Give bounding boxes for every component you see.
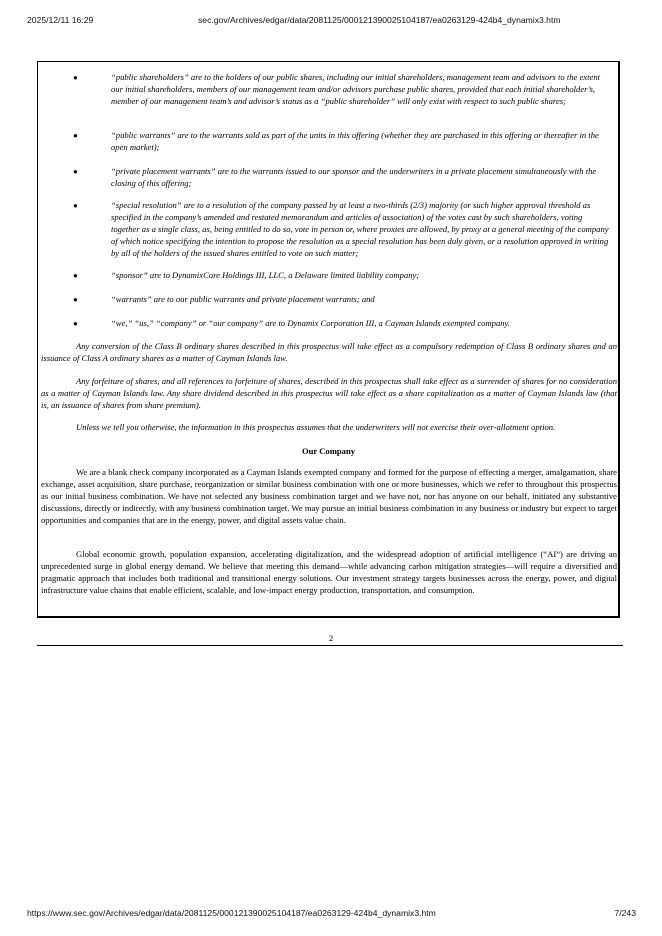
definition-bullet [73, 200, 613, 260]
bullet-text: “public shareholders” are to the holders of our public shares, including our initial shareholders, management team and advisors to the extent our initial shareholders, members of our management team and/or advisors purchase public shares, provided that each initial shareholder’s, member of our management team’s and advisor’s status as a “public shareholder” will only exist with respect to such public shares; [111, 72, 601, 106]
bullet-icon: ● [73, 131, 78, 140]
page-title: sec.gov/Archives/edgar/data/2081125/000121390025104187/ea0263129-424b4_dynamix3.htm [198, 15, 561, 25]
bullet-text: “private placement warrants” are to the warrants issued to our sponsor and the underwriters in a private placement simultaneously with the closing of this offering; [111, 166, 597, 188]
bullet-text: “sponsor” are to DynamixCore Holdings III, LLC, a Delaware limited liability company; [111, 270, 420, 280]
definition-bullet [73, 270, 613, 282]
company-text: We are a blank check company incorporated as a Cayman Islands exempted company and formed for the purpose of effecting a merger, amalgamation, share exchange, asset acquisition, share purchase, reorganization or similar business combination with one or more businesses, which we refer to throughout this prospectus as our initial business combination. We have not selected any business combination target and we have not, nor has anyone on our behalf, initiated any substantive discussions, directly or indirectly, with any business combination target. We may pursue an initial business combination in any business or industry but expect to target opportunities and companies that are in the energy, power, and digital assets value chain. [41, 467, 617, 525]
bullet-icon: ● [73, 167, 78, 176]
bullet-text: “warrants” are to our public warrants and private placement warrants; and [111, 294, 375, 304]
company-paragraph [41, 467, 617, 527]
definition-bullet [73, 72, 613, 108]
definition-bullet [73, 166, 613, 190]
growth-paragraph [41, 549, 617, 597]
bullet-icon: ● [73, 319, 78, 328]
bullet-text: “we,” “us,” “company” or “our company” are to Dynamix Corporation III, a Cayman Islands exempted company. [111, 318, 511, 328]
page-url: https://www.sec.gov/Archives/edgar/data/2081125/000121390025104187/ea0263129-424b4_dynamix3.htm [27, 908, 436, 918]
conversion-paragraph [41, 341, 617, 365]
bullet-text: “special resolution” are to a resolution of the company passed by at least a two-thirds (2/3) majority (or such higher approval threshold as specified in the company’s amended and restated memorandum and articles of association) of the votes cast by such shareholders, voting together as a single class, as, being entitled to do so, vote in person or, where proxies are allowed, by proxy at a general meeting of the company of which notice specifying the intention to propose the resolution as a special resolution has been duly given, or a resolution approved in writing by all of the holders of the issued shares entitled to vote on such matter; [111, 200, 609, 258]
forfeiture-paragraph [41, 376, 617, 412]
bullet-icon: ● [73, 201, 78, 210]
conversion-text: Any conversion of the Class B ordinary shares described in this prospectus will take effect as a compulsory redemption of Class B ordinary shares and an issuance of Class A ordinary shares as a matter of Cayman Islands law. [41, 341, 617, 363]
browser-header [0, 15, 662, 27]
bullet-icon: ● [73, 295, 78, 304]
bullet-text: “public warrants” are to the warrants sold as part of the units in this offering (whether they are purchased in this offering or thereafter in the open market); [111, 130, 599, 152]
overallotment-paragraph [41, 422, 617, 434]
definition-bullet [73, 294, 613, 306]
forfeiture-text: Any forfeiture of shares, and all references to forfeiture of shares, described in this prospectus shall take effect as a surrender of shares for no consideration as a matter of Cayman Islands law. Any share dividend described in this prospectus will take effect as a share capitalization as a matter of Cayman Islands law (that is, an issuance of shares from share premium). [41, 376, 617, 410]
overallotment-text: Unless we tell you otherwise, the information in this prospectus assumes that the underwriters will not exercise their over-allotment option. [76, 422, 556, 432]
page-count: 7/243 [614, 908, 636, 918]
definition-bullet [73, 318, 613, 330]
section-heading: Our Company [301, 446, 356, 456]
bullet-icon: ● [73, 271, 78, 280]
print-datetime: 2025/12/11 16:29 [27, 15, 94, 25]
growth-text: Global economic growth, population expansion, accelerating digitalization, and the widespread adoption of artificial intelligence (“AI”) are driving an unprecedented surge in global energy demand. We believe that meeting this demand—while advancing carbon mitigation strategies—will require a diversified and pragmatic approach that includes both traditional and transitional energy solutions. Our investment strategy targets businesses across the energy, power, and digital infrastructure value chains that enable efficient, scalable, and low-impact energy production, transportation, and consumption. [41, 549, 617, 595]
bullet-icon: ● [73, 73, 78, 82]
browser-footer [0, 908, 662, 920]
definition-bullet [73, 130, 613, 154]
page-divider [37, 645, 623, 646]
page-number: 2 [328, 633, 334, 643]
